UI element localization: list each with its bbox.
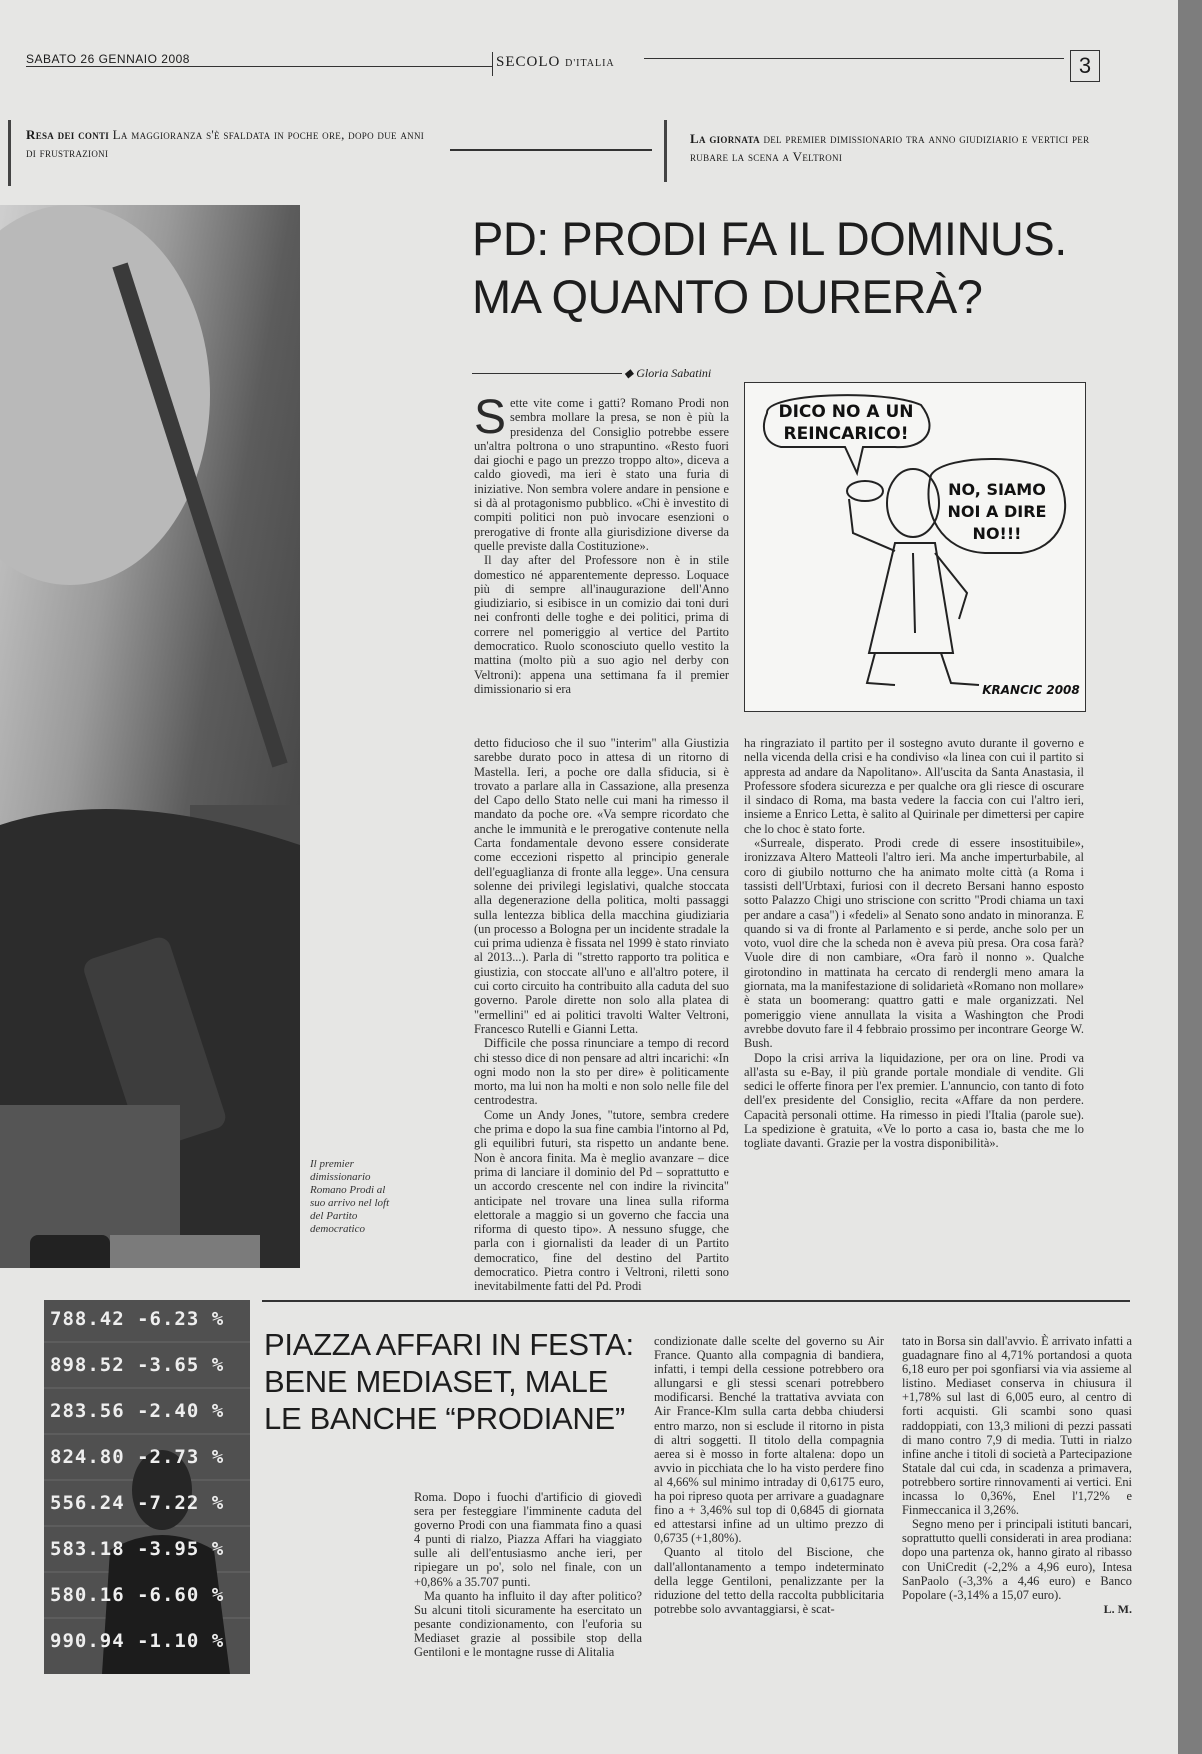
article1-col3-para2: «Surreale, disperato. Prodi crede di essere insostituibile», ironizzava Altero Matteoli l'altro ieri. Ma anche imperturbabile, al coro di giubilo notturno che ha animato molte città (a Roma i tassisti dell'Urbtaxi, furiosi con il decreto Bersani hanno esposto sotto Palazzo Chigi uno striscione con scritto "Prodi chiama un taxi per andare a casa") i «fedeli» al Senato sono andato in minoranza. E quando si va di fronte al Parlamento e si perde, anche solo per un voto, vuol dire che la scheda non è aveva più presa. Ora cosa farà? Vuole dire di non cambiare, «Ora farò il nonno ». Qualche girotondino in mattinata ha cercato di rendergli meno amara la giornata, ma la manifestazione di solidarietà «Romano non mollare» è stata un boomerang: quattro gatti e male organizzati. Nel pomeriggio viene annullata la visita a Washington che Prodi avrebbe dovuto fare il 4 febbraio prossimo per incontrare George W. Bush. — [744, 836, 1084, 1051]
article1-col1-para1-text: ette vite come i gatti? Romano Prodi non sembra mollare la presa, se non è più la presidenza del Consiglio potrebbe essere un'altra poltrona o uno strapuntino. «Resto fuori dai giochi e pago un prezzo troppo alto», diceva a caldo giovedì, ma ieri è stato una furia di iniziative. Non sembra volere andare in pensione e si dà al protagonismo pubblico. «Chi è investito di compiti politici non può invocare esenzioni o prerogative di fronte alla giurisdizione diverse da quelle previste dalla Costituzione». — [474, 396, 729, 553]
article2-col3-para1: tato in Borsa sin dall'avvio. È arrivato infatti a guadagnare fino al 4,71% portandosi a quota 6,18 euro per poi sgonfiarsi via via assieme al listino. Mediaset conserva in chiusura il +1,78% sul last di 6,005 euro, al centro di forti acquisti. Gli scambi sono quasi raddoppiati, con 13,3 milioni di pezzi passati di mano contro 7,9 di media. Tutti in rialzo infine anche i titoli di società a Partecipazione Statale dal cui cda, in scadenza a primavera, potrebbero sortire rinnovamenti ai vertici. Eni incassa lo 0,36%, Enel l'1,72% e Finmeccanica il 3,26%. — [902, 1334, 1132, 1518]
board-row: 788.42 -6.23 % — [50, 1308, 225, 1330]
board-row: 583.18 -3.95 % — [50, 1538, 225, 1560]
second-headline-line2: BENE MEDIASET, MALE — [264, 1364, 609, 1399]
header-rule-right — [644, 58, 1064, 59]
kicker-divider — [450, 149, 652, 151]
cartoon-bubble-1: DICO NO A UN REINCARICO! — [778, 402, 914, 444]
stock-board-photo — [44, 1300, 250, 1674]
article2-signature: L. M. — [1103, 1601, 1132, 1616]
second-headline-line3: LE BANCHE “PRODIANE” — [264, 1401, 625, 1436]
board-row: 824.80 -2.73 % — [50, 1446, 225, 1468]
header-rule-left — [26, 66, 492, 67]
photo-caption: Il premier dimissionario Romano Prodi al suo arrivo nel loft del Partito democratico — [310, 1158, 390, 1235]
byline-author: Gloria Sabatini — [636, 366, 712, 380]
kicker-bar-left — [8, 120, 11, 186]
board-row: 556.24 -7.22 % — [50, 1492, 225, 1514]
board-row: 990.94 -1.10 % — [50, 1630, 225, 1652]
kicker-right-lead: La giornata — [690, 131, 760, 146]
prodi-photo — [0, 205, 300, 1268]
article2-col2-para1: condizionate dalle scelte del governo su Air France. Quanto alla compagnia di bandiera, infatti, i tempi della cessione potrebbero ora allungarsi e gli stessi scenari potrebbero modificarsi. Benché la trattativa avviata con Air France-Klm sulla carta debba chiudersi entro marzo, non si esclude il ritorno in pista di altri soggetti. Il titolo della compagnia aerea si è mosso in forte altalena: dopo un avvio in picchiata che lo ha visto perdere fino al 4,66% sul minimo intraday di 0,6175 euro, ha poi ripreso quota per arrivare a guadagnare fino a + 3,46% sul top di 0,6845 di giornata ed attestarsi infine ad un ultimo prezzo di 0,6735 (+1,80%). — [654, 1334, 884, 1546]
main-headline — [472, 210, 1162, 326]
cartoon-signature: KRANCIC 2008 — [982, 683, 1080, 697]
article1-col1-para1 — [474, 391, 729, 553]
newspaper-title-small: D'ITALIA — [565, 58, 615, 69]
article1-col2-para3: Come un Andy Jones, "tutore, sembra credere che prima e dopo la sua fine cambia l'intorno al Pd, gli equilibri futuri, sta rispetto un andante bene. Non è ancora finita. Ma è meglio avanzare – dice prima di lanciare il dominio del Pd – soprattutto e un accordo crescente nel con indire la rivincita" anticipate nel trovare una linea sulla riforma elettorale a maggio si un governo che faccia una riforma di questo tipo». A nessuno sfugge, che parla con i giornalisti da leader di un Partito democratico, fine del destino del Partito democratico. Pietra contro i Veltroni, riletti sono inevitabilmente fatti del Pd. Prodi — [474, 1107, 729, 1294]
main-headline-line1: PD: PRODI FA IL DOMINUS. — [472, 212, 1067, 265]
cartoon-bubble-2: NO, SIAMO NOI A DIRE NO!!! — [947, 480, 1047, 543]
newspaper-title: SECOLO — [496, 54, 561, 70]
article2-col1-para1: Roma. Dopo i fuochi d'artificio di giovedì sera per festeggiare l'imminente caduta del governo Prodi con una fiammata fino a quasi 4 punti di rialzo, Piazza Affari ha viaggiato sulle ali dell'entusiasmo anche ieri, per ripiegare un po', solo nel finale, con un +0,86% a 35.707 punti. — [414, 1490, 642, 1589]
article1-column3 — [744, 736, 1084, 1151]
article2-column1 — [414, 1490, 642, 1659]
kicker-right-text: del premier dimissionario tra anno giudiziario e vertici per rubare la scena a Veltroni — [690, 131, 1090, 164]
article1-col2-para1: detto fiducioso che il suo "interim" alla Giustizia sarebbe durato poco in attesa di un ritorno di Mastella. Ieri, a poche ore dalla sfiducia, si è trovato a parlare alla in Cassazione, alla presenza del Capo dello Stato nelle cui mani ha rimesso il mandato da poche ore. «Va sempre ricordato che anche le immunità e le prerogative contenute nella Carta fondamentale devono essere considerate come eccezioni rispetto al principio generale dell'eguaglianza di fronte alla legge». Una censura solenne dei privilegi legislativi, qualche stoccata alla degenerazione della politica, molti passaggi sulla lentezza biblica della macchina giudiziaria (un processo a Bologna per un incidente stradale la cui prima udienza è fissata nel 1999 è stato rinviato al 2013...). Parla di "stretto rapporto tra politica e giustizia, con stoccate all'uno e all'altro potere, il cui corto circuito ha contribuito alla caduta del suo governo. Parole dirette non solo alla platea di "ermellini" ed ai politici travolti Walter Veltroni, Francesco Rutelli e Gianni Letta. — [474, 736, 729, 1036]
board-row: 283.56 -2.40 % — [50, 1400, 225, 1422]
kicker-left-text: La maggioranza s'è sfaldata in poche ore, dopo due anni di frustrazioni — [26, 127, 425, 160]
kicker-left-lead: Resa dei conti — [26, 127, 110, 142]
issue-date: SABATO 26 GENNAIO 2008 — [26, 52, 190, 66]
article1-col2-para2: Difficile che possa rinunciare a tempo di record chi stesso dice di non pensare ad altri incarichi: «In ogni modo non la sto per dire» è politicamente morto, ma lui non ha molti e non solo nelle file del centrodestra. — [474, 1036, 729, 1108]
article2-col2-para2: Quanto al titolo del Biscione, che dall'allontanamento a tempo indeterminato della legge Gentiloni, penalizzante per la riduzione del tetto della raccolta pubblicitaria potrebbe solo avvantaggiarsi, è scat- — [654, 1545, 884, 1616]
page-number: 3 — [1070, 50, 1100, 82]
article2-column2 — [654, 1334, 884, 1616]
article1-col3-para3: Dopo la crisi arriva la liquidazione, per ora on line. Prodi va all'asta su e-Bay, il più grande portale mondiale di vendite. Gli sedici le offerte finora per l'ex premier. L'annuncio, con tanto di foto dell'ex presidente del Consiglio, recita «Affare da non perdere. Capacità personali ottime. Ha rimesso in piedi l'Italia (parole sue). La spedizione è gratuita, «Ve lo porto a casa io, basta che me lo togliate davanti. Grazie per la vostra disponibilità». — [744, 1050, 1084, 1151]
article2-col1-para2: Ma quanto ha influito il day after politico? Su alcuni titoli sicuramente ha esercitato un pesante condizionamento, con l'euforia su Mediaset grazie al possibile stop della Gentiloni e le montagne russe di Alitalia — [414, 1588, 642, 1660]
header-divider — [492, 52, 493, 76]
article1-col3-para1: ha ringraziato il partito per il sostegno avuto durante il governo e nella vicenda della crisi e ha condiviso «la linea con cui il partito si appresta ad andare da Napolitano». All'uscita da Santa Anastasia, il Professore sfodera sicurezza e per qualche ora gli riesce di oscurare il sindaco di Roma, ma basta vedere la faccia con cui l'altro ieri, insieme a Enrico Letta, è salito al Quirinale per dimettersi per capire che lo choc è stato forte. — [744, 736, 1084, 836]
article1-col1-para2: Il day after del Professore non è in stile domestico né apparentemente depresso. Loquace più di sempre all'inaugurazione dell'Anno giudiziario, si esibisce in un comizio dai toni duri nei confronti delle toghe e dei politici, prima di correre nel pomeriggio al vertice del Partito democratico. Ruolo sconosciuto quello vestito la mattina (molto più a suo agio nel derby con Veltroni): appena una settimana fa il premier dimissionario si era — [474, 553, 729, 696]
newspaper-name — [496, 54, 615, 71]
dropcap-s: S — [474, 391, 507, 444]
political-cartoon — [744, 382, 1086, 712]
page-edge — [1178, 0, 1202, 1754]
article1-column1 — [474, 391, 729, 696]
main-headline-line2: MA QUANTO DURERÀ? — [472, 270, 983, 323]
board-row: 580.16 -6.60 % — [50, 1584, 225, 1606]
article2-col3-para2: Segno meno per i principali istituti bancari, soprattutto quelli considerati in area prodiana: dopo una partenza ok, hanno girato al ribasso con UniCredit (-2,2% a 4,96 euro), Intesa SanPaolo (-3,3% a 4,46 euro) e Banco Popolare (-3,14% a 15,07 euro). — [902, 1517, 1132, 1602]
byline-rule — [472, 373, 622, 374]
kicker-right — [690, 130, 1110, 166]
second-headline-line1: PIAZZA AFFARI IN FESTA: — [264, 1327, 634, 1362]
kicker-bar-right — [664, 120, 667, 182]
photo-drawing — [0, 205, 300, 1268]
board-row: 898.52 -3.65 % — [50, 1354, 225, 1376]
byline: ◆ Gloria Sabatini — [624, 366, 712, 380]
kicker-left — [26, 126, 426, 162]
article1-column2 — [474, 736, 729, 1294]
section-separator — [262, 1300, 1130, 1302]
second-headline — [264, 1326, 634, 1437]
article2-column3 — [902, 1334, 1132, 1616]
